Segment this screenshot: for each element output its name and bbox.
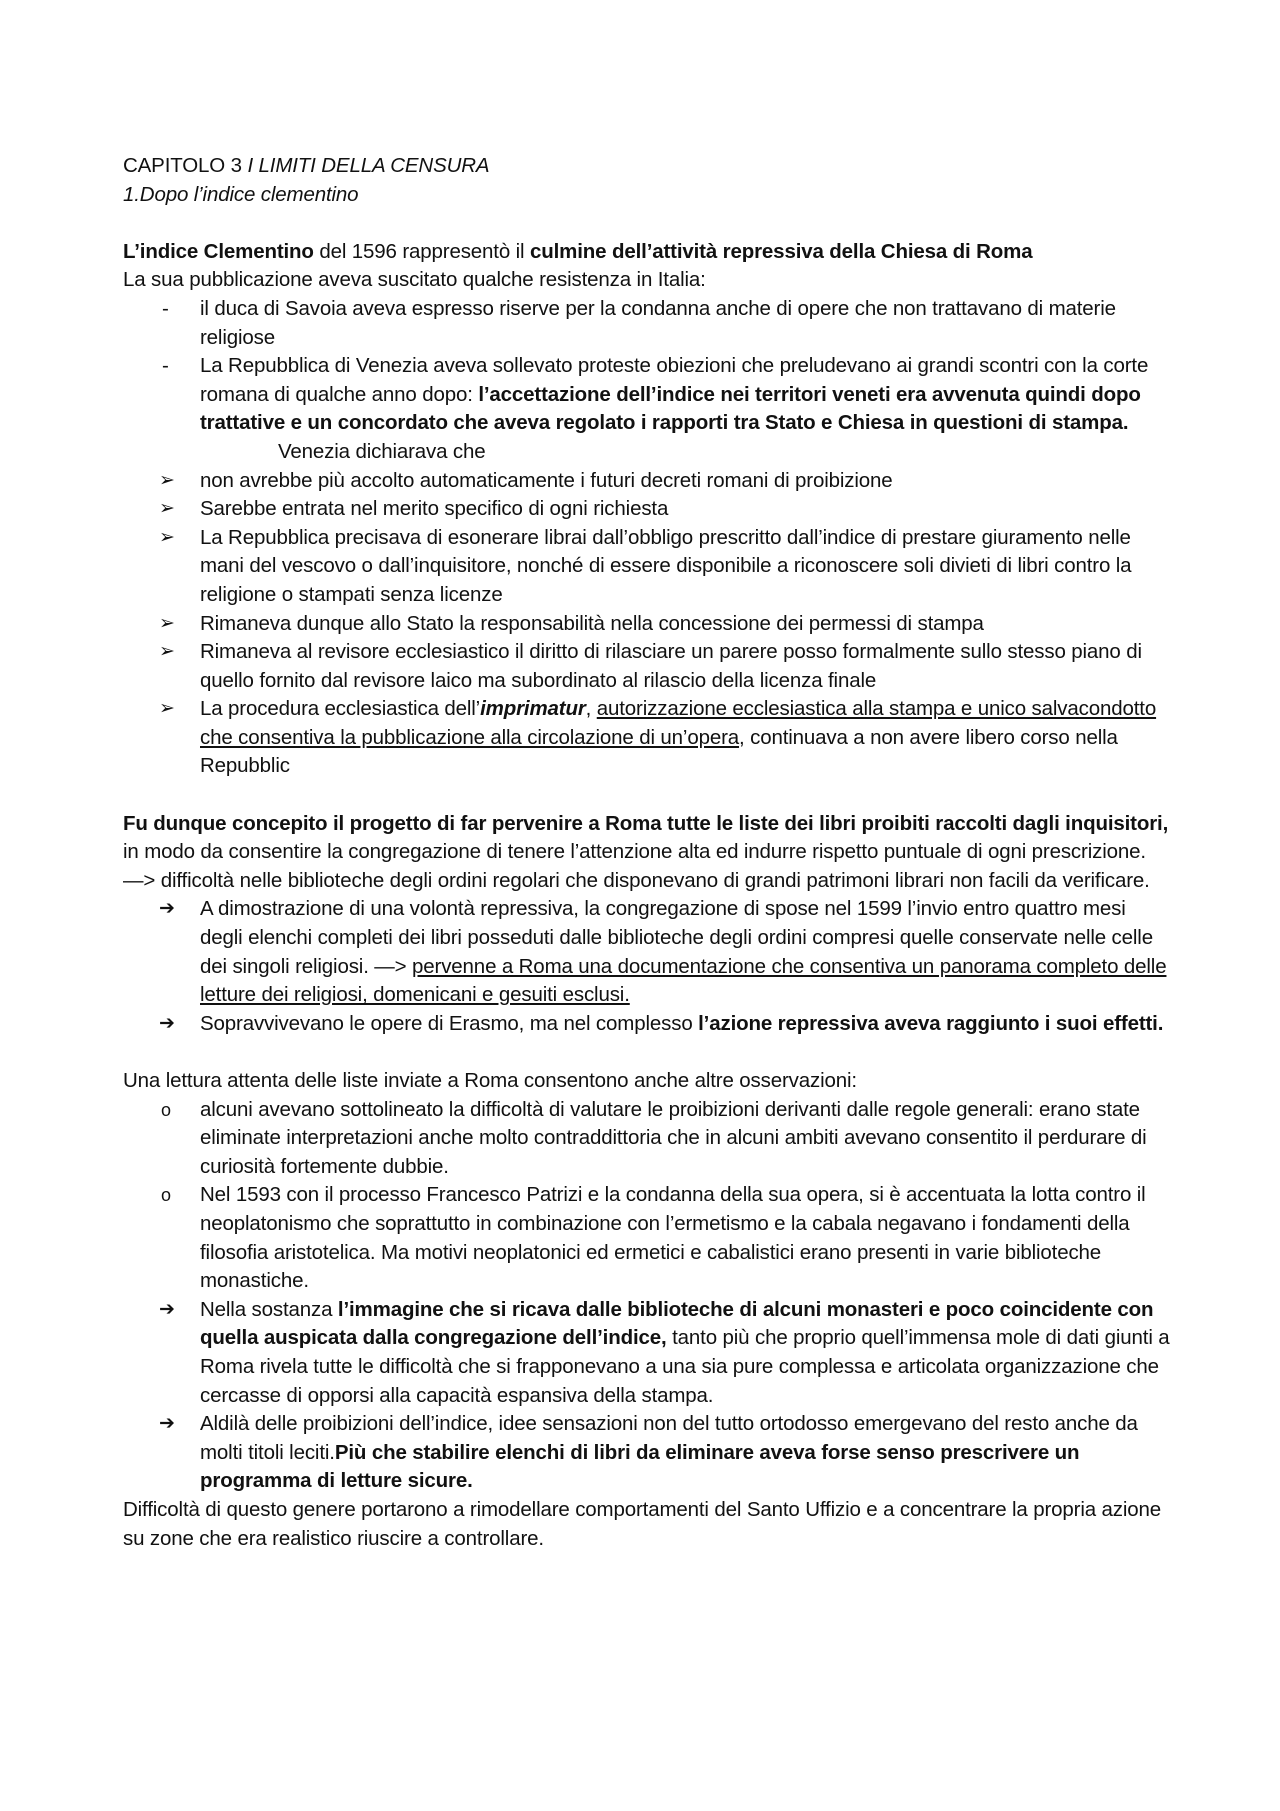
imprimatur-term: imprimatur [480, 697, 586, 721]
paragraph-project [123, 810, 1170, 896]
list-item [123, 695, 1170, 781]
list-item-bold: l’accettazione dell’indice nei territori veneti era avvenuta quindi dopo trattative e un concordato che aveva regolato i rapporti tra Stato e Chiesa in questioni di stampa. [200, 382, 1141, 435]
list-item-text: alcuni avevano sottolineato la difficoltà di valutare le proibizioni derivanti dalle regole generali: erano state eliminate interpretazioni anche molto contraddittoria che in alcuni ambiti avevano consentito il perdurare di curiosità fortemente dubbie. [200, 1097, 1147, 1178]
spacer [123, 209, 1170, 238]
section-title [123, 181, 1170, 210]
list-item [123, 495, 1170, 524]
circle-list [123, 1096, 1170, 1296]
list-item-text: Rimaneva al revisore ecclesiastico il diritto di rilasciare un parere posso formalmente sullo stesso piano di quello fornito dal revisore laico ma subordinato al rilascio della licenza finale [200, 640, 1142, 692]
list-item-text: A dimostrazione di una volontà repressiva, la congregazione di spose nel 1599 l’invio entro quattro mesi degli elenchi completi dei libri posseduti dalle biblioteche degli ordini compresi quelle conservate nelle celle dei singoli religiosi. —> [200, 897, 1153, 978]
list-item [123, 1296, 1170, 1410]
list-item [123, 467, 1170, 496]
arrowhead-bullet-icon: ➢ [159, 469, 175, 491]
list-item-text: Sopravvivevano le opere di Erasmo, ma nel complesso [200, 1011, 699, 1035]
list-item-text: Nel 1593 con il processo Francesco Patrizi e la condanna della sua opera, si è accentuata la lotta contro il neoplatonismo che soprattutto in combinazione con l’ermetismo e la cabala negavano i fondamenti della filosofia aristotelica. Ma motivi neoplatonici ed ermetici e cabalistici erano presenti in varie biblioteche monastiche. [200, 1183, 1146, 1293]
arrowhead-bullet-icon: ➢ [159, 698, 175, 720]
chapter-name: I LIMITI DELLA CENSURA [247, 154, 490, 177]
venezia-line: Venezia dichiarava che [278, 439, 486, 463]
underlined-definition: autorizzazione ecclesiastica alla stampa e unico salvacondotto che consentiva la pubblicazione alla circolazione di un’opera [200, 697, 1157, 749]
arrowhead-bullet-icon: ➢ [159, 526, 175, 548]
list-item [123, 1096, 1170, 1182]
list-item-comma: , [585, 697, 597, 721]
list-item [123, 610, 1170, 639]
intro-text-1: del 1596 rappresentò il [313, 239, 531, 263]
dash-bullet-icon: - [162, 354, 169, 378]
spacer [123, 781, 1170, 810]
list-item-bold: l’azione repressiva aveva raggiunto i suoi effetti. [698, 1011, 1164, 1035]
list-item-text: La Repubblica precisava di esonerare librai dall’obbligo prescritto dall’indice di prestare giuramento nelle mani del vescovo o dall’inquisitore, nonché di essere disponibile a riconoscere soli divieti di libri contro la religione o stampati senza licenze [200, 525, 1132, 606]
dash-bullet-icon: - [162, 296, 169, 320]
spacer [123, 1038, 1170, 1067]
section-title-text: 1.Dopo l’indice clementino [123, 182, 359, 206]
list-item-text-after: , continuava a non avere libero corso nella Repubblic [200, 725, 1118, 778]
paragraph-observations: Una lettura attenta delle liste inviate a Roma consentono anche altre osservazioni: [123, 1069, 857, 1092]
circle-bullet-icon: o [161, 1185, 171, 1206]
arrowhead-bullet-icon: ➢ [159, 612, 175, 634]
chapter-title [123, 152, 1170, 181]
intro-line-2: La sua pubblicazione aveva suscitato qualche resistenza in Italia: [123, 268, 706, 292]
underlined-text: pervenne a Roma una documentazione che consentiva un panorama completo delle letture dei religiosi, domenicani e gesuiti esclusi. [200, 954, 1167, 1007]
arrowhead-list [123, 467, 1170, 782]
list-item [123, 352, 1170, 438]
intro-bold-1: L’indice Clementino [123, 239, 314, 263]
circle-bullet-icon: o [161, 1099, 171, 1120]
list-item-text-after: tanto più che proprio quell’immensa mole di dati giunti a Roma rivela tutte le difficoltà che si frapponevano a una sia pure complessa e articolata organizzazione che cercasse di opporsi alla capacità espansiva della stampa. [200, 1326, 1170, 1407]
intro-paragraph [123, 238, 1170, 267]
list-item [123, 638, 1170, 695]
list-item [123, 1181, 1170, 1295]
arrow-right-icon: ➔ [159, 1012, 175, 1034]
arrowhead-bullet-icon: ➢ [159, 641, 175, 663]
list-item [123, 295, 1170, 352]
list-item-text: Sarebbe entrata nel merito specifico di ogni richiesta [200, 497, 669, 521]
list-item-text: La procedura ecclesiastica dell’ [200, 697, 481, 721]
chapter-label: CAPITOLO 3 [123, 154, 248, 177]
list-item-text: Rimaneva dunque allo Stato la responsabilità nella concessione dei permessi di stampa [200, 611, 984, 635]
list-item [123, 1410, 1170, 1496]
paragraph-text: in modo da consentire la congregazione di tenere l’attenzione alta ed indurre rispetto puntuale di ogni prescrizione. —> difficoltà nelle biblioteche degli ordini regolari che disponevano di grandi patrimoni librari non facili da verificare. [123, 840, 1150, 892]
closing-paragraph: Difficoltà di questo genere portarono a rimodellare comportamenti del Santo Uffizio e a concentrare la propria azione su zone che era realistico riuscire a controllare. [123, 1497, 1162, 1550]
dash-list [123, 295, 1170, 438]
arrow-right-icon: ➔ [159, 1413, 175, 1435]
list-item-text: La Repubblica di Venezia aveva sollevato proteste obiezioni che preludevano ai grandi scontri con la corte romana di qualche anno dopo: [200, 354, 1149, 406]
list-item-bold: Più che stabilire elenchi di libri da eliminare aveva forse senso prescrivere un programma di letture sicure. [200, 1440, 1080, 1493]
arrow-right-icon: ➔ [159, 898, 175, 920]
arrowhead-bullet-icon: ➢ [159, 498, 175, 520]
list-item-text: il duca di Savoia aveva espresso riserve per la condanna anche di opere che non trattavano di materie religiose [200, 296, 1116, 349]
paragraph-bold: Fu dunque concepito il progetto di far pervenire a Roma tutte le liste dei libri proibiti raccolti dagli inquisitori, [123, 811, 1169, 835]
arrow-list-2 [123, 1296, 1170, 1496]
list-item-text: Nella sostanza [200, 1297, 338, 1321]
list-item [123, 1010, 1170, 1039]
intro-bold-2: culmine dell’attività repressiva della Chiesa di Roma [530, 239, 1033, 263]
list-item-text: Aldilà delle proibizioni dell’indice, idee sensazioni non del tutto ortodosso emergevano del resto anche da molti titoli leciti. [200, 1412, 1138, 1464]
list-item [123, 895, 1170, 1009]
list-item [123, 524, 1170, 610]
arrow-list [123, 895, 1170, 1038]
list-item-bold: l’immagine che si ricava dalle biblioteche di alcuni monasteri e poco coincidente con quella auspicata dalla congregazione dell’indice, [200, 1297, 1154, 1350]
list-item-text: non avrebbe più accolto automaticamente i futuri decreti romani di proibizione [200, 468, 893, 492]
arrow-right-icon: ➔ [159, 1298, 175, 1320]
